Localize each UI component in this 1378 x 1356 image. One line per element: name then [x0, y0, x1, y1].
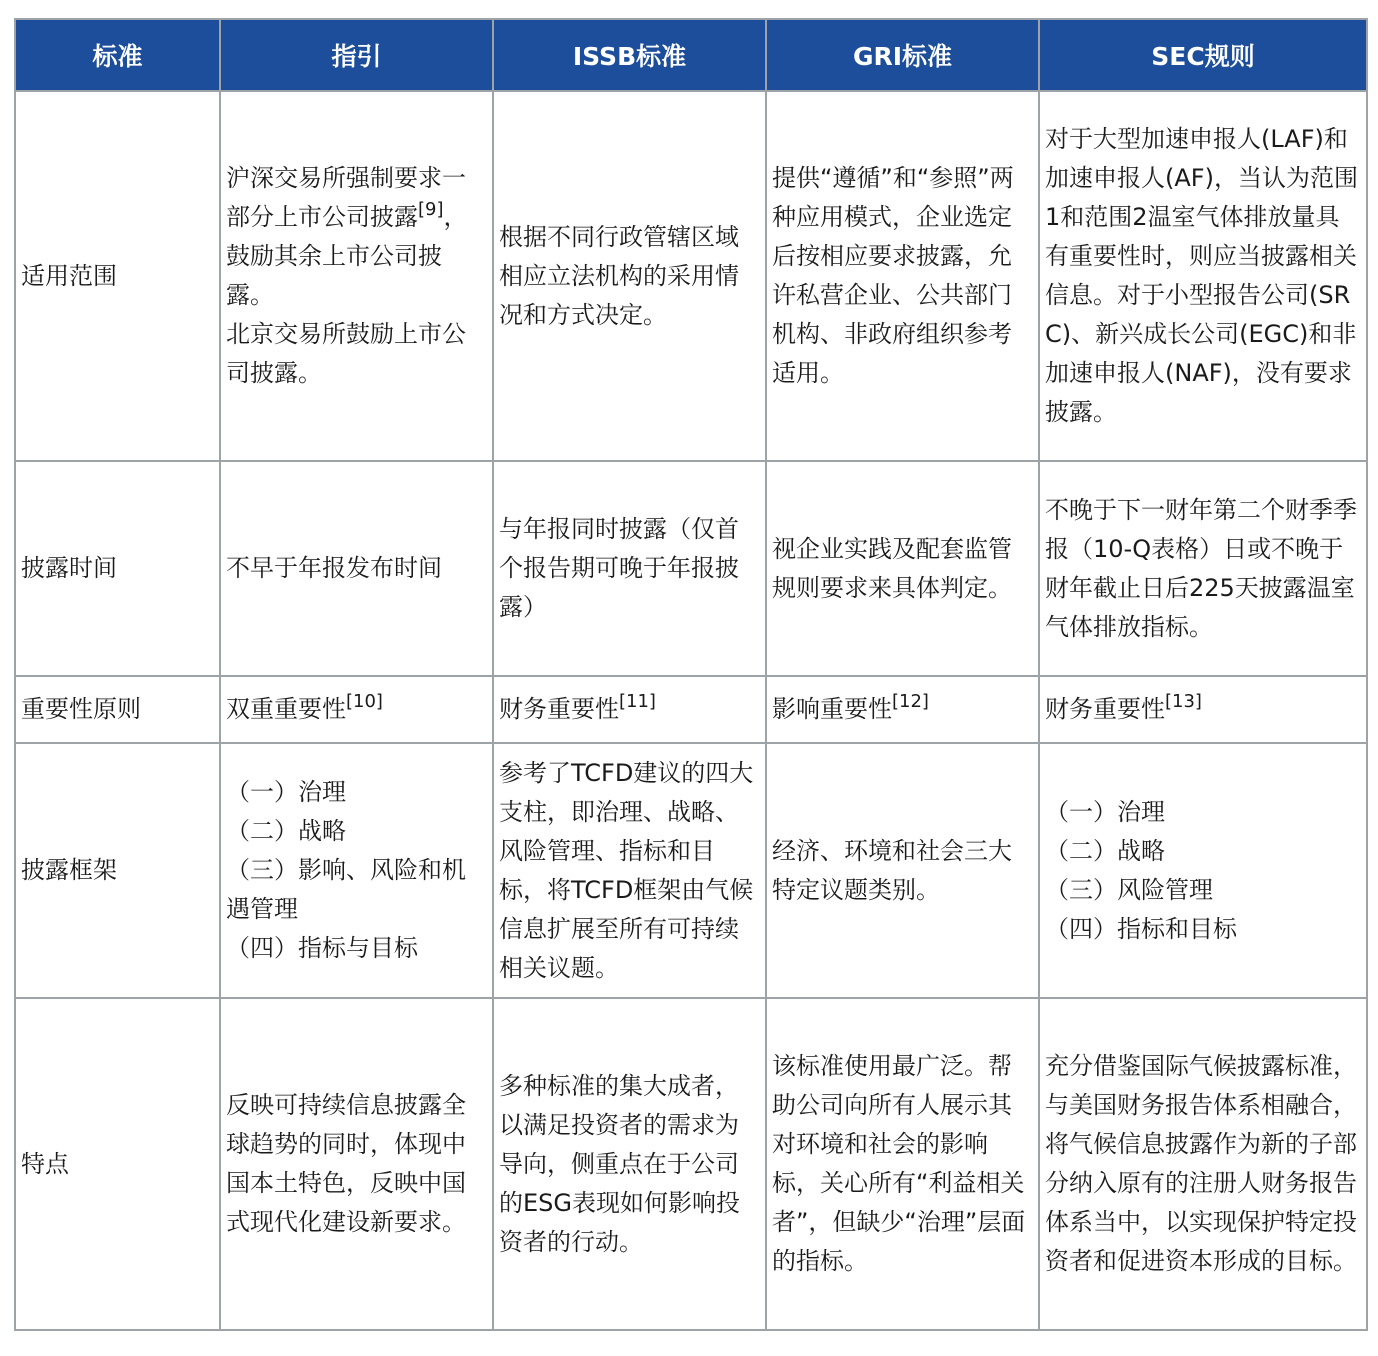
- cell-gri: [766, 676, 1039, 743]
- list-item: （三）影响、风险和机遇管理: [226, 856, 466, 923]
- table-row-features: [15, 998, 1367, 1330]
- table-row-framework: [15, 743, 1367, 998]
- header-sec: SEC规则: [1039, 19, 1367, 91]
- cell-sec: [1039, 676, 1367, 743]
- list-item: （一）治理: [1045, 797, 1165, 826]
- row-label: 适用范围: [15, 91, 220, 461]
- list-item: （四）指标与目标: [226, 934, 418, 962]
- row-label: 披露框架: [15, 743, 220, 998]
- cell-guide: 反映可持续信息披露全球趋势的同时，体现中国本土特色，反映中国式现代化建设新要求。: [220, 998, 493, 1330]
- cell-text: ，鼓励其余上市公司披露。: [226, 203, 468, 309]
- cell-sec: [1039, 743, 1367, 998]
- table-row-timing: [15, 461, 1367, 676]
- row-label: 重要性原则: [15, 676, 220, 743]
- cell-text: 沪深交易所强制要求一部分上市公司披露: [226, 164, 466, 231]
- cell-gri: 该标准使用最广泛。帮助公司向所有人展示其对环境和社会的影响标，关心所有“利益相关者”，但缺少“治理”层面的指标。: [766, 998, 1039, 1330]
- cell-text: 财务重要性: [1045, 695, 1165, 723]
- cell-text: 北京交易所鼓励上市公司披露。: [226, 320, 466, 387]
- cell-text: 财务重要性: [499, 695, 619, 723]
- footnote-ref: [13]: [1165, 691, 1202, 712]
- cell-sec: 对于大型加速申报人(LAF)和加速申报人(AF)，当认为范围1和范围2温室气体排放量具有重要性时，则应当披露相关信息。对于小型报告公司(SRC)、新兴成长公司(EGC)和非加速申报人(NAF)，没有要求披露。: [1039, 91, 1367, 461]
- list-item: （二）战略: [1045, 836, 1165, 865]
- footnote-ref: [12]: [892, 691, 929, 712]
- cell-sec: 不晚于下一财年第二个财季季报（10-Q表格）日或不晚于财年截止日后225天披露温室气体排放指标。: [1039, 461, 1367, 676]
- list-item: （二）战略: [226, 817, 346, 845]
- cell-sec: 充分借鉴国际气候披露标准，与美国财务报告体系相融合，将气候信息披露作为新的子部分纳入原有的注册人财务报告体系当中，以实现保护特定投资者和促进资本形成的目标。: [1039, 998, 1367, 1330]
- footnote-ref: [10]: [346, 691, 383, 712]
- row-label: 披露时间: [15, 461, 220, 676]
- header-issb: ISSB标准: [493, 19, 766, 91]
- footnote-ref: [9]: [418, 199, 444, 220]
- cell-gri: 提供“遵循”和“参照”两种应用模式，企业选定后按相应要求披露，允许私营企业、公共部门机构、非政府组织参考适用。: [766, 91, 1039, 461]
- header-row: [15, 19, 1367, 91]
- list-item: （一）治理: [226, 778, 346, 806]
- comparison-table: [14, 18, 1368, 1331]
- cell-issb: 多种标准的集大成者，以满足投资者的需求为导向，侧重点在于公司的ESG表现如何影响投资者的行动。: [493, 998, 766, 1330]
- cell-text: 影响重要性: [772, 695, 892, 723]
- cell-gri: 视企业实践及配套监管规则要求来具体判定。: [766, 461, 1039, 676]
- cell-guide: [220, 91, 493, 461]
- cell-issb: 根据不同行政管辖区域相应立法机构的采用情况和方式决定。: [493, 91, 766, 461]
- cell-issb: 与年报同时披露（仅首个报告期可晚于年报披露）: [493, 461, 766, 676]
- cell-text: 双重重要性: [226, 695, 346, 723]
- list-item: （四）指标和目标: [1045, 914, 1237, 943]
- table-row-materiality: [15, 676, 1367, 743]
- list-item: （三）风险管理: [1045, 875, 1213, 904]
- cell-guide: [220, 676, 493, 743]
- header-guide: 指引: [220, 19, 493, 91]
- comparison-table-wrapper: [14, 18, 1368, 1331]
- table-row-scope: [15, 91, 1367, 461]
- row-label: 特点: [15, 998, 220, 1330]
- cell-guide: 不早于年报发布时间: [220, 461, 493, 676]
- header-standard: 标准: [15, 19, 220, 91]
- footnote-ref: [11]: [619, 691, 656, 712]
- cell-guide: [220, 743, 493, 998]
- cell-issb: [493, 676, 766, 743]
- cell-gri: 经济、环境和社会三大特定议题类别。: [766, 743, 1039, 998]
- cell-issb: 参考了TCFD建议的四大支柱，即治理、战略、风险管理、指标和目标，将TCFD框架由气候信息扩展至所有可持续相关议题。: [493, 743, 766, 998]
- header-gri: GRI标准: [766, 19, 1039, 91]
